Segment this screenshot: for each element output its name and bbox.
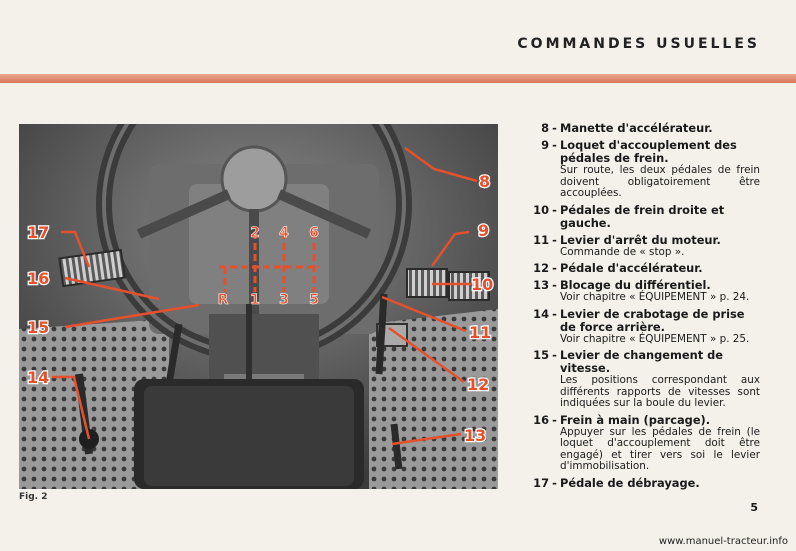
website-link[interactable]: www.manuel-tracteur.info — [658, 536, 788, 547]
page-number: 5 — [750, 501, 758, 514]
legend-number: 14 — [533, 306, 549, 321]
legend-number: 10 — [533, 202, 549, 217]
header-band — [0, 74, 796, 83]
legend-description: Appuyer sur les pédales de frein (le loquet d'accouplement doit être engagé) et tirer vers soi le levier d'immobilisation. — [560, 425, 760, 472]
legend-label: Blocage du différentiel. — [560, 278, 711, 292]
legend-dash: - — [552, 412, 557, 427]
gear-label: R — [217, 292, 229, 308]
legend-number: 16 — [533, 412, 549, 427]
gear-label: 5 — [309, 292, 319, 308]
gear-label: 3 — [279, 292, 289, 308]
legend-item — [514, 234, 760, 259]
legend-list — [514, 122, 760, 494]
legend-body — [560, 204, 760, 230]
legend-number: 17 — [533, 475, 549, 490]
page-title: COMMANDES USUELLES — [517, 36, 760, 52]
callout-14: 14 — [27, 368, 50, 387]
legend-body — [560, 262, 760, 275]
legend-body — [560, 139, 760, 200]
legend-dash: - — [552, 138, 557, 152]
legend-item — [514, 308, 760, 346]
legend-number: 15 — [533, 348, 549, 362]
legend-dash: - — [552, 121, 557, 135]
legend-description: Sur route, les deux pédales de frein doivent obligatoirement être accouplées. — [560, 164, 760, 199]
legend-body — [560, 308, 760, 346]
gear-label: 2 — [250, 225, 260, 241]
legend-label: Pédale d'accélérateur. — [560, 261, 703, 275]
legend-item — [514, 204, 760, 230]
callout-16: 16 — [27, 269, 50, 288]
legend-description: Les positions correspondant aux différents rapports de vitesses sont indiquées sur la boule du levier. — [560, 374, 760, 409]
legend-label: Pédale de débrayage. — [560, 475, 700, 490]
gear-label: 4 — [279, 225, 289, 241]
legend-body — [560, 279, 760, 304]
legend-number: 9 — [541, 138, 549, 152]
callout-9: 9 — [478, 221, 490, 240]
legend-description: Voir chapitre « ÉQUIPEMENT » p. 25. — [560, 332, 750, 345]
legend-item — [514, 262, 760, 275]
legend-dash: - — [552, 202, 557, 217]
legend-label: Pédales de frein droite et gauche. — [560, 202, 725, 230]
legend-label: Levier de changement de vitesse. — [560, 348, 723, 375]
legend-number: 12 — [533, 261, 549, 275]
legend-number: 11 — [533, 232, 549, 247]
legend-item — [514, 279, 760, 304]
legend-dash: - — [552, 232, 557, 247]
page-header — [0, 0, 796, 80]
legend-dash: - — [552, 278, 557, 292]
callout-11: 11 — [469, 323, 492, 342]
legend-label: Loquet d'accouplement des pédales de frein. — [560, 138, 737, 165]
gear-label: 1 — [250, 292, 260, 308]
callout-13: 13 — [464, 426, 487, 445]
legend-item — [514, 349, 760, 410]
legend-body — [560, 477, 760, 490]
legend-number: 8 — [541, 121, 549, 135]
legend-body — [560, 234, 760, 259]
legend-label: Manette d'accélérateur. — [560, 121, 713, 135]
legend-dash: - — [552, 306, 557, 321]
legend-description: Commande de « stop ». — [560, 245, 685, 258]
callout-8: 8 — [479, 172, 491, 191]
legend-label: Frein à main (parcage). — [560, 412, 711, 427]
callout-17: 17 — [27, 223, 50, 242]
legend-dash: - — [552, 475, 557, 490]
legend-item — [514, 122, 760, 135]
tractor-controls-photo — [19, 124, 498, 489]
legend-label: Levier de crabotage de prise de force arrière. — [560, 306, 745, 334]
figure-caption: Fig. 2 — [19, 492, 48, 502]
legend-description: Voir chapitre « ÉQUIPEMENT » p. 24. — [560, 291, 750, 303]
legend-body — [560, 349, 760, 410]
gear-label: 6 — [309, 225, 319, 241]
callout-10: 10 — [471, 275, 494, 294]
legend-item — [514, 139, 760, 200]
callout-12: 12 — [467, 375, 490, 394]
legend-body — [560, 414, 760, 473]
legend-body — [560, 122, 760, 135]
legend-label: Levier d'arrêt du moteur. — [560, 232, 721, 247]
legend-item — [514, 414, 760, 473]
legend-number: 13 — [533, 278, 549, 292]
legend-dash: - — [552, 348, 557, 362]
legend-item — [514, 477, 760, 490]
legend-dash: - — [552, 261, 557, 275]
callout-15: 15 — [27, 318, 50, 337]
